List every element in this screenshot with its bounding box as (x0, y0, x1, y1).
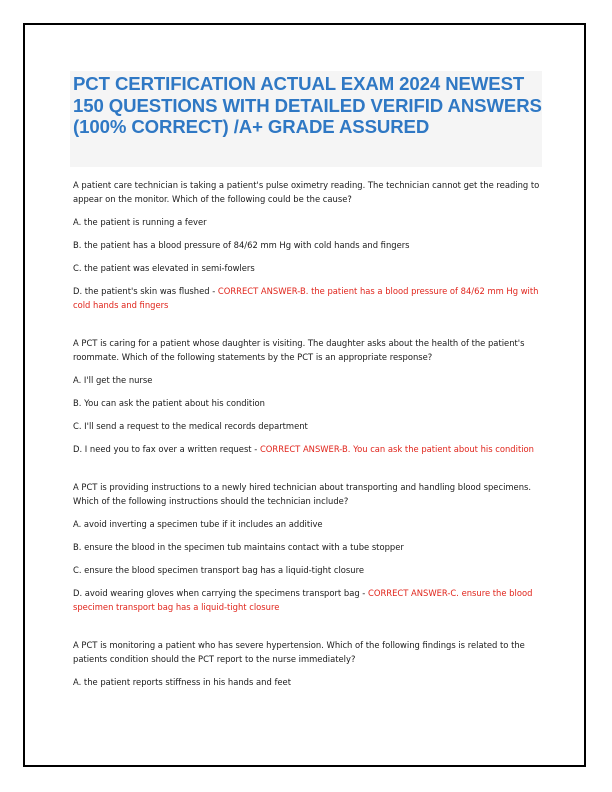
question-text: A patient care technician is taking a patient's pulse oximetry reading. The technician cannot get the reading to appear on the monitor. Which of the following could be the cause? (73, 180, 540, 204)
question-text: A PCT is caring for a patient whose daughter is visiting. The daughter asks about the health of the patient's roommate. Which of the following statements by the PCT is an appropriate response? (73, 338, 525, 362)
option-c: C. I'll send a request to the medical records department (73, 421, 308, 431)
option-b: B. the patient has a blood pressure of 84/62 mm Hg with cold hands and fingers (73, 240, 410, 250)
question-block (73, 480, 543, 614)
document-title: PCT CERTIFICATION ACTUAL EXAM 2024 NEWEST 150 QUESTIONS WITH DETAILED VERIFID ANSWERS (100% CORRECT) /A+ GRADE ASSURED (73, 73, 542, 137)
question-text: A PCT is monitoring a patient who has severe hypertension. Which of the following findings is related to the patients condition should the PCT report to the nurse immediately? (73, 640, 525, 664)
correct-answer: CORRECT ANSWER-C. ensure the blood specimen transport bag has a liquid-tight closure (73, 588, 533, 612)
option-b: B. ensure the blood in the specimen tub maintains contact with a tube stopper (73, 542, 404, 552)
option-a: A. the patient is running a fever (73, 217, 207, 227)
option-c: C. ensure the blood specimen transport bag has a liquid-tight closure (73, 565, 365, 575)
option-a: A. I'll get the nurse (73, 375, 153, 385)
option-d-text: D. avoid wearing gloves when carrying the specimens transport bag - (73, 588, 366, 598)
question-block (73, 336, 543, 456)
document-body (73, 178, 543, 689)
option-d-text: D. I need you to fax over a written request - (73, 444, 258, 454)
correct-answer: CORRECT ANSWER-B. the patient has a blood pressure of 84/62 mm Hg with cold hands and fingers (73, 286, 539, 310)
option-d-text: D. the patient's skin was flushed - (73, 286, 216, 296)
correct-answer: CORRECT ANSWER-B. You can ask the patient about his condition (259, 444, 534, 454)
option-a: A. the patient reports stiffness in his hands and feet (73, 677, 291, 687)
question-block (73, 178, 543, 312)
option-c: C. the patient was elevated in semi-fowlers (73, 263, 255, 273)
option-d (73, 586, 543, 614)
option-b: B. You can ask the patient about his condition (73, 398, 265, 408)
option-d (73, 442, 543, 456)
question-block (73, 638, 543, 689)
question-text: A PCT is providing instructions to a newly hired technician about transporting and handling blood specimens. Which of the following instructions should the technician include? (73, 482, 532, 506)
option-d (73, 284, 543, 312)
option-a: A. avoid inverting a specimen tube if it includes an additive (73, 519, 323, 529)
